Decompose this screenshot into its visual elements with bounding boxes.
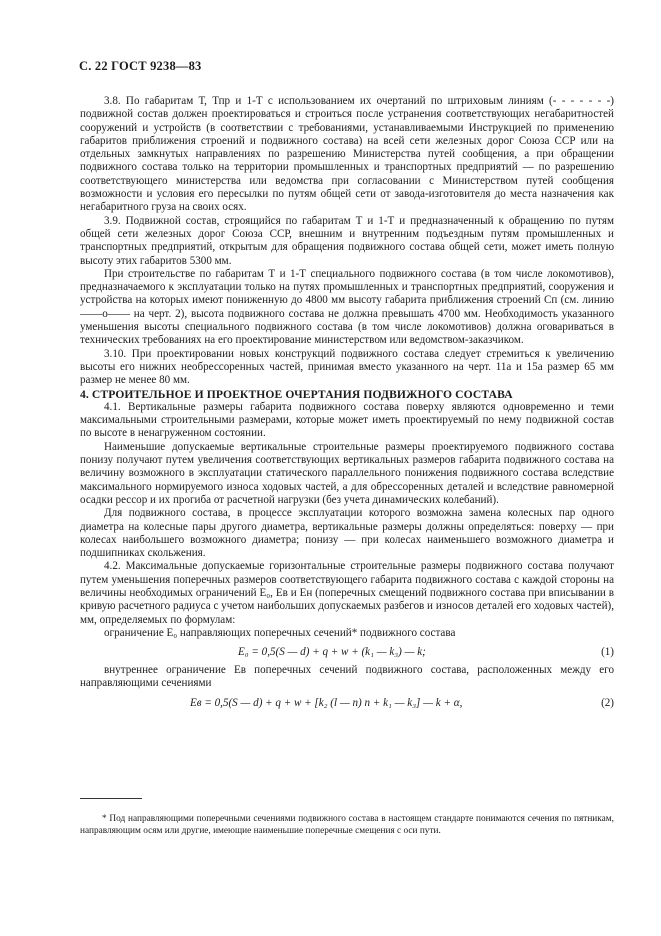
formula-1-expression: E₀ = 0,5(S — d) + q + w + (k₁ — k₃) — k;: [238, 646, 426, 659]
formula-1: [80, 640, 614, 664]
formula-2-number: (2): [601, 696, 614, 709]
paragraph-3-9: 3.9. Подвижной состав, строящийся по габаритам Т и 1-Т и предназначенный к обращению по путям общей сети железных дорог Союза ССР, внешним и внутренним подъездным путям промышленных и транспортных предприятий, открытым для обращения подвижного состава общей сети, может иметь полную высоту этих габаритов 5300 мм.: [80, 214, 614, 267]
paragraph-4-1: 4.1. Вертикальные размеры габарита подвижного состава поверху являются одновременно и теми максимальными строительными размерами, которые может иметь проектируемый по нему подвижной состав по высоте в ненагруженном состоянии.: [80, 400, 614, 440]
formula-2: [80, 691, 614, 715]
footnote: * Под направляющими поперечными сечениями подвижного состава в настоящем стандарте понимаются сечения по пятникам, направляющим осям или другие, имеющие наименьшие поперечные смещения с оси пути.: [80, 814, 614, 836]
section-title: 4. СТРОИТЕЛЬНОЕ И ПРОЕКТНОЕ ОЧЕРТАНИЯ ПОДВИЖНОГО СОСТАВА: [80, 387, 513, 401]
paragraph-4-2-intro-ev: внутреннее ограничение Eв поперечных сечений подвижного состава, расположенных между его направляющими сечениями: [80, 664, 614, 690]
formula-2-expression: Eв = 0,5(S — d) + q + w + [k₂ (l — n) n + k₁ — k₃] — k + α,: [190, 696, 463, 709]
document-body: [80, 95, 614, 715]
paragraph-4-2-intro-e0: ограничение E₀ направляющих поперечных сечений* подвижного состава: [104, 626, 456, 639]
page-header: С. 22 ГОСТ 9238—83: [79, 59, 202, 73]
paragraph-3-8: 3.8. По габаритам Т, Тпр и 1-Т с использованием их очертаний по штриховым линиям (- - - - - - -) подвижной состав должен проектироваться и строиться после устранения соответствующих негабаритностей сооружений и устройств (в соответствии с требованиями, устанавливаемыми Инструкцией по применению габаритов приближения строений и подвижного состава) на всей сети железных дорог Союза ССР или на отдельных замкнутых направлениях по разрешению Министерства путей сообщения, а при обращении подвижного состава только на территории промышленных и транспортных предприятий — по разрешению соответствующего министерства или ведомства при согласовании с Министерством путей сообщения возможности и условия его пересылки по путям общей сети от завода-изготовителя до места назначения как негабаритного груза на своих осях.: [80, 95, 614, 214]
paragraph-3-9-continued: При строительстве по габаритам Т и 1-Т специального подвижного состава (в том числе локомотивов), предназначаемого к эксплуатации только на путях промышленных и транспортных предприятий, сооружения и устройства на которых имеют пониженную до 4800 мм высоту габарита приближения строений Сп (см. линию ——о—— на черт. 2), высота подвижного состава не должна превышать 4700 мм. Необходимость указанного уменьшения высоты специального подвижного состава (в том числе локомотивов) должна оговариваться в технических требованиях на его проектирование министерством или ведомством-заказчиком.: [80, 267, 614, 347]
paragraph-4-1-third: Для подвижного состава, в процессе эксплуатации которого возможна замена колесных пар одного диаметра на колесные пары другого диаметра, вертикальные размеры должны определяться: поверху — при колесах наибольшего возможного диаметра; понизу — при колесах наименьшего возможного диаметра и подшипниках скольжения.: [80, 507, 614, 560]
paragraph-4-2: 4.2. Максимальные допускаемые горизонтальные строительные размеры подвижного состава получают путем уменьшения поперечных размеров соответствующего габарита подвижного состава с каждой стороны на величины необходимых ограничений E₀, Eв и Eн (поперечных смещений подвижного состава при вписывании в кривую расчетного радиуса с учетом наибольших допускаемых разбегов и износов деталей его ходовых частей), мм, определяемых по формулам:: [80, 560, 614, 626]
formula-1-number: (1): [601, 646, 614, 659]
footnote-divider: [80, 798, 142, 799]
paragraph-3-10: 3.10. При проектировании новых конструкций подвижного состава следует стремиться к увеличению высоты его нижних необрессоренных частей, принимая вместо указанного на черт. 11а и 15а размер 65 мм размер не менее 80 мм.: [80, 347, 614, 387]
paragraph-4-1-second: Наименьшие допускаемые вертикальные строительные размеры проектируемого подвижного состава понизу получают путем увеличения соответствующих вертикальных размеров габарита подвижного состава на величину возможного в эксплуатации статического параллельного понижения подвижного состава вследствие максимального нормируемого износа ходовых частей, а для обрессоренных деталей и вследствие равномерной осадки рессор и их прогиба от расчетной нагрузки (без учета динамических колебаний).: [80, 440, 614, 506]
